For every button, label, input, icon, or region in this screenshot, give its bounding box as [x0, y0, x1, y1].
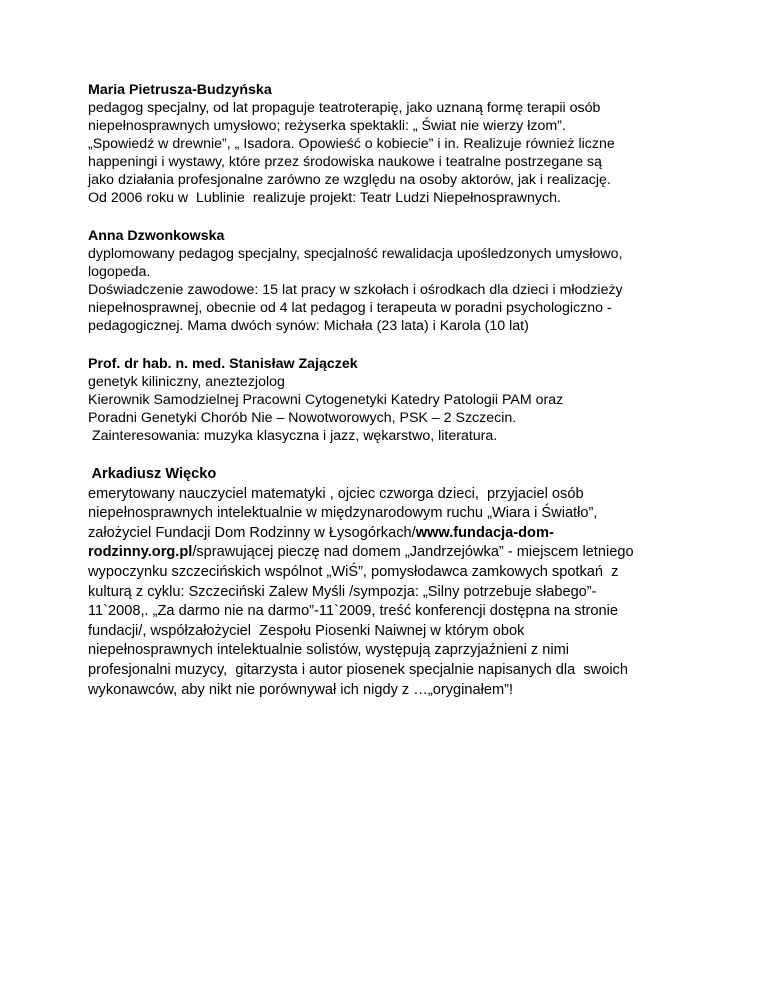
bio-text-line: pedagog specjalny, od lat propaguje teatroterapię, jako uznaną formę terapii osób [88, 100, 601, 116]
bio-text-fragment: /sprawującej pieczę nad domem „Jandrzejówka” - miejscem letniego [192, 544, 634, 561]
bio-text-line: happeningi i wystawy, które przez środowiska naukowe i teatralne postrzegane są [88, 154, 602, 170]
bio-text-line: Doświadczenie zawodowe: 15 lat pracy w szkołach i ośrodkach dla dzieci i młodzieży [88, 282, 623, 298]
bio-text-line: kulturą z cyklu: Szczeciński Zalew Myśli /sympozja: „Silny potrzebuje słabego”- [88, 583, 597, 600]
bio-arkadiusz-wiecko [88, 465, 728, 700]
bio-name: Anna Dzwonkowska [88, 228, 225, 244]
bio-maria-pietrusza-budzynska [88, 81, 728, 207]
bio-stanislaw-zajaczek [88, 355, 728, 445]
website-link-part-1[interactable]: www.fundacja-dom- [415, 524, 554, 541]
bio-name: Arkadiusz Więcko [88, 466, 217, 482]
bio-text-line: logopeda. [88, 264, 151, 280]
bio-text-line [88, 524, 728, 544]
bio-text-line: Zainteresowania: muzyka klasyczna i jazz, wękarstwo, literatura. [88, 428, 498, 444]
bio-text-line: fundacji/, współzałożyciel Zespołu Piosenki Naiwnej w którym obok [88, 622, 525, 639]
bio-name: Prof. dr hab. n. med. Stanisław Zajączek [88, 356, 358, 372]
bio-text-line: Od 2006 roku w Lublinie realizuje projekt: Teatr Ludzi Niepełnosprawnych. [88, 190, 561, 206]
bio-text-line: dyplomowany pedagog specjalny, specjalność rewalidacja upośledzonych umysłowo, [88, 246, 623, 262]
bio-anna-dzwonkowska [88, 227, 728, 335]
bio-text-line: niepełnosprawnej, obecnie od 4 lat pedagog i terapeuta w poradni psychologiczno - [88, 300, 612, 316]
bio-text-line: Kierownik Samodzielnej Pracowni Cytogenetyki Katedry Patologii PAM oraz [88, 392, 564, 408]
bio-text-line: wykonawców, aby nikt nie porównywał ich nigdy z …„oryginałem”! [88, 681, 514, 698]
bio-text-line: jako działania profesjonalne zarówno ze względu na osoby aktorów, jak i realizację. [88, 172, 611, 188]
bio-text-line: pedagogicznej. Mama dwóch synów: Michała (23 lata) i Karola (10 lat) [88, 318, 529, 334]
bio-text-line [88, 543, 728, 563]
bio-text-line: Poradni Genetyki Chorób Nie – Nowotworowych, PSK – 2 Szczecin. [88, 410, 517, 426]
bio-text-line: genetyk kiliniczny, aneztezjolog [88, 374, 285, 390]
bio-text-line: „Spowiedź w drewnie”, „ Isadora. Opowieść o kobiecie” i in. Realizuje również liczne [88, 136, 615, 152]
bio-text-line: profesjonalni muzycy, gitarzysta i autor piosenek specjalnie napisanych dla swoich [88, 661, 628, 678]
bio-name: Maria Pietrusza-Budzyńska [88, 82, 272, 98]
bio-text-line: 11`2008,. „Za darmo nie na darmo”-11`2009, treść konferencji dostępna na stronie [88, 603, 618, 620]
bio-text-fragment: założyciel Fundacji Dom Rodzinny w Łysogórkach/ [88, 524, 416, 541]
bio-text-line: niepełnosprawnych intelektualnie w międzynarodowym ruchu „Wiara i Światło”, [88, 505, 598, 522]
website-link-part-2[interactable]: rodzinny.org.pl [88, 544, 193, 561]
bio-text-line: niepełnosprawnych intelektualnie solistów, występują zaprzyjaźnieni z nimi [88, 642, 570, 659]
bio-text-line: emerytowany nauczyciel matematyki , ojciec czworga dzieci, przyjaciel osób [88, 485, 584, 502]
bio-text-line: wypoczynku szczecińskich wspólnot „WiŚ”, pomysłodawca zamkowych spotkań z [88, 563, 619, 580]
bio-text-line: niepełnosprawnych umysłowo; reżyserka spektakli: „ Świat nie wierzy łzom”. [88, 118, 566, 134]
